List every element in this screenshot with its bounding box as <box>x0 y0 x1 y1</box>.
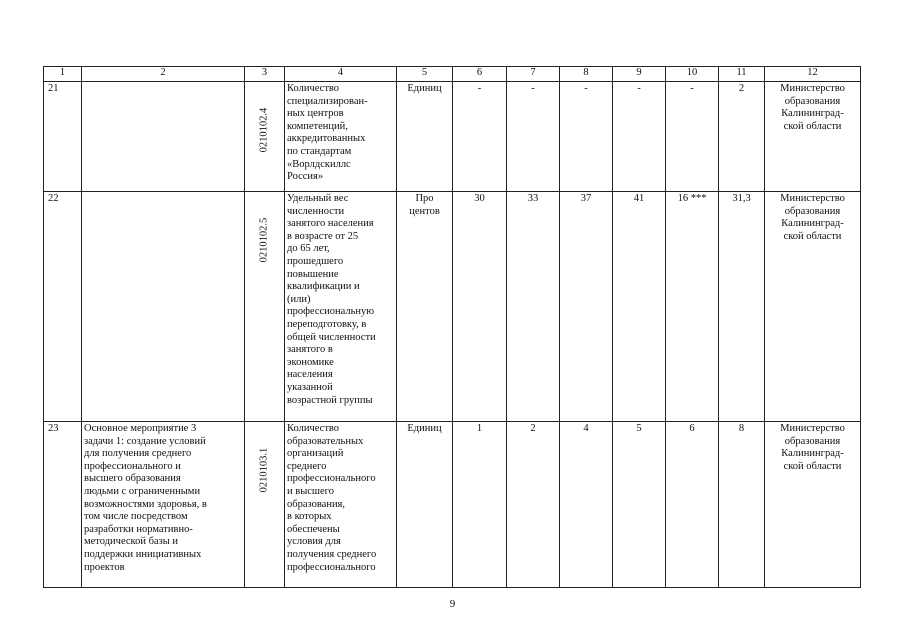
column-header: 4 <box>285 67 397 82</box>
text-line: Калининград- <box>781 108 844 120</box>
text-line: профессионального и <box>84 460 181 472</box>
text-line: Количество <box>287 83 340 94</box>
text-line: Про <box>415 193 434 204</box>
responsible-cell <box>765 82 861 192</box>
unit-cell <box>397 82 453 192</box>
event-cell <box>82 192 245 422</box>
text-line: центов <box>409 205 440 217</box>
text-line: людьми с ограниченными <box>84 485 201 497</box>
text-line: до 65 лет, <box>287 243 330 255</box>
value-cell: - <box>453 82 507 192</box>
unit-cell <box>397 422 453 588</box>
value-cell: 2 <box>507 422 560 588</box>
text-line: Калининград- <box>781 218 844 230</box>
text-line: переподготовку, в <box>287 318 367 330</box>
value-cell: - <box>613 82 666 192</box>
column-header: 6 <box>453 67 507 82</box>
text-line: указанной <box>287 381 333 393</box>
text-line: в возрасте от 25 <box>287 230 359 242</box>
text-line: возрастной группы <box>287 394 373 406</box>
text-line: организаций <box>287 448 344 460</box>
text-line: населения <box>287 369 333 381</box>
row-number: 22 <box>44 192 82 422</box>
text-line: условия для <box>287 536 341 548</box>
text-line: возможностями здоровья, в <box>84 498 207 510</box>
column-header: 7 <box>507 67 560 82</box>
column-header: 1 <box>44 67 82 82</box>
value-cell: 2 <box>719 82 765 192</box>
text-line: образования <box>784 435 841 447</box>
code-cell <box>245 82 285 192</box>
text-line: том числе посредством <box>84 511 188 523</box>
event-cell <box>82 422 245 588</box>
responsible-cell <box>765 192 861 422</box>
event-cell <box>82 82 245 192</box>
text-line: Количество <box>287 423 340 434</box>
indicator-code: 0210102.5 <box>258 217 270 263</box>
value-cell: 4 <box>560 422 613 588</box>
text-line: Удельный вес <box>287 193 349 204</box>
value-cell: - <box>560 82 613 192</box>
column-header: 12 <box>765 67 861 82</box>
text-line: методической базы и <box>84 536 179 548</box>
text-line: проектов <box>84 561 125 573</box>
text-line: повышение <box>287 268 339 280</box>
text-line: в которых <box>287 511 332 523</box>
indicator-cell <box>285 82 397 192</box>
value-cell: 30 <box>453 192 507 422</box>
value-cell: - <box>666 82 719 192</box>
text-line: «Ворлдскиллс <box>287 158 351 170</box>
text-line: и высшего <box>287 485 334 497</box>
text-line: ской области <box>783 460 842 472</box>
text-line: ской области <box>783 120 842 132</box>
text-line: задачи 1: создание условий <box>84 435 206 447</box>
text-line: Единиц <box>407 83 442 94</box>
text-line: Россия» <box>287 171 324 183</box>
text-line: образования, <box>287 498 346 510</box>
text-line: общей численности <box>287 331 376 343</box>
text-line: профессионального <box>287 561 376 573</box>
table-row <box>44 82 861 192</box>
code-cell <box>245 192 285 422</box>
responsible-cell <box>765 422 861 588</box>
text-line: по стандартам <box>287 145 352 157</box>
text-line: обеспечены <box>287 523 340 535</box>
column-header: 10 <box>666 67 719 82</box>
text-line: прошедшего <box>287 255 344 267</box>
text-line: разработки нормативно- <box>84 523 193 535</box>
value-cell: 33 <box>507 192 560 422</box>
value-cell: 6 <box>666 422 719 588</box>
header-row <box>44 67 861 82</box>
value-cell: 1 <box>453 422 507 588</box>
value-cell: 8 <box>719 422 765 588</box>
indicator-code: 0210103.1 <box>258 447 270 493</box>
text-line: (или) <box>287 293 311 305</box>
indicator-table <box>43 66 861 588</box>
indicator-cell <box>285 422 397 588</box>
page-number: 9 <box>449 598 456 610</box>
text-line: занятого в <box>287 344 333 356</box>
text-line: Министерство <box>780 423 845 434</box>
value-cell: 5 <box>613 422 666 588</box>
text-line: для получения среднего <box>84 448 192 460</box>
text-line: квалификации и <box>287 281 360 293</box>
text-line: ных центров <box>287 108 344 120</box>
value-cell: 37 <box>560 192 613 422</box>
text-line: Основное мероприятие 3 <box>84 423 197 434</box>
value-cell: 31,3 <box>719 192 765 422</box>
value-cell: 16 *** <box>666 192 719 422</box>
text-line: поддержки инициативных <box>84 548 202 560</box>
unit-cell <box>397 192 453 422</box>
column-header: 2 <box>82 67 245 82</box>
text-line: численности <box>287 205 345 217</box>
text-line: профессионального <box>287 473 376 485</box>
column-header: 8 <box>560 67 613 82</box>
text-line: профессиональную <box>287 306 375 318</box>
text-line: среднего <box>287 460 327 472</box>
text-line: экономике <box>287 356 334 368</box>
text-line: высшего образования <box>84 473 181 485</box>
column-header: 11 <box>719 67 765 82</box>
text-line: образовательных <box>287 435 364 447</box>
column-header: 9 <box>613 67 666 82</box>
row-number: 23 <box>44 422 82 588</box>
code-cell <box>245 422 285 588</box>
column-header: 5 <box>397 67 453 82</box>
row-number: 21 <box>44 82 82 192</box>
text-line: Калининград- <box>781 448 844 460</box>
text-line: образования <box>784 205 841 217</box>
indicator-code: 0210102.4 <box>258 107 270 153</box>
table-row <box>44 422 861 588</box>
text-line: образования <box>784 95 841 107</box>
text-line: Министерство <box>780 83 845 94</box>
text-line: компетенций, <box>287 120 348 132</box>
column-header: 3 <box>245 67 285 82</box>
indicator-cell <box>285 192 397 422</box>
text-line: Единиц <box>407 423 442 434</box>
text-line: специализирован- <box>287 95 368 107</box>
value-cell: - <box>507 82 560 192</box>
text-line: занятого населения <box>287 218 374 230</box>
value-cell: 41 <box>613 192 666 422</box>
table-row <box>44 192 861 422</box>
text-line: получения среднего <box>287 548 377 560</box>
text-line: ской области <box>783 230 842 242</box>
text-line: аккредитованных <box>287 133 366 145</box>
text-line: Министерство <box>780 193 845 204</box>
